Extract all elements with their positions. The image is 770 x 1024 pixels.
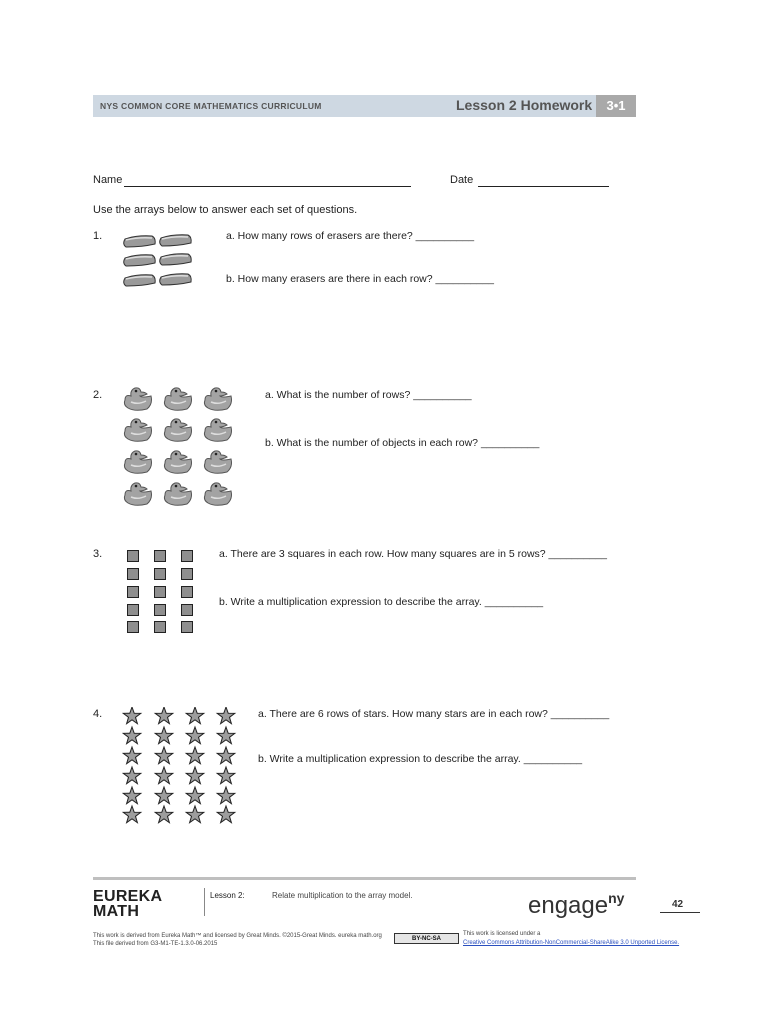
star-icon <box>217 707 235 724</box>
square-shape <box>154 621 166 633</box>
star-icon <box>155 727 173 744</box>
star-icon <box>155 707 173 724</box>
square-shape <box>154 568 166 580</box>
star-icon <box>186 707 204 724</box>
duck-icon <box>204 388 231 410</box>
curriculum-label: NYS COMMON CORE MATHEMATICS CURRICULUM <box>100 101 322 111</box>
license-link[interactable]: Creative Commons Attribution-NonCommercial-ShareAlike 3.0 Unported License. <box>463 940 680 946</box>
date-label: Date <box>450 174 474 186</box>
eraser-icon <box>160 254 191 265</box>
derived-notice: This work is derived from Eureka Math™ and licensed by Great Minds. ©2015-Great Minds. eureka math.org <box>93 933 382 939</box>
square-shape <box>127 586 139 598</box>
problem-number: 3. <box>93 548 103 560</box>
duck-array <box>120 384 240 508</box>
grade-badge: 3•1 <box>596 95 636 117</box>
square-shape <box>181 550 193 562</box>
square-shape <box>181 586 193 598</box>
lesson-title: Lesson 2 Homework <box>456 97 593 113</box>
eraser-icon <box>160 235 191 246</box>
question-3b: b. Write a multiplication expression to describe the array. __________ <box>219 596 544 608</box>
star-icon <box>217 727 235 744</box>
square-shape <box>154 586 166 598</box>
square-shape <box>154 550 166 562</box>
square-shape <box>154 604 166 616</box>
date-field[interactable] <box>478 174 609 187</box>
duck-icon <box>204 451 231 473</box>
square-shape <box>181 568 193 580</box>
square-shape <box>181 604 193 616</box>
star-icon <box>186 747 204 764</box>
star-icon <box>217 747 235 764</box>
question-2a: a. What is the number of rows? __________ <box>265 389 472 401</box>
star-icon <box>123 767 141 784</box>
star-icon <box>186 787 204 804</box>
duck-icon <box>164 419 191 441</box>
star-icon <box>155 787 173 804</box>
file-notice: This file derived from G3-M1-TE-1.3.0-06.2015 <box>93 941 218 947</box>
square-shape <box>127 550 139 562</box>
cc-license-badge: BY-NC-SA <box>394 933 459 944</box>
duck-icon <box>124 419 151 441</box>
instructions: Use the arrays below to answer each set of questions. <box>93 204 358 216</box>
star-icon <box>123 747 141 764</box>
star-icon <box>123 707 141 724</box>
star-array <box>122 707 238 825</box>
duck-icon <box>124 388 151 410</box>
footer-lesson-label: Lesson 2: <box>210 891 245 900</box>
square-shape <box>127 621 139 633</box>
problem-number: 1. <box>93 230 103 242</box>
star-icon <box>123 787 141 804</box>
name-field[interactable] <box>124 174 411 187</box>
question-3a: a. There are 3 squares in each row. How many squares are in 5 rows? __________ <box>219 548 607 560</box>
question-1b: b. How many erasers are there in each row? __________ <box>226 273 494 285</box>
star-icon <box>123 806 141 823</box>
page-number: 42 <box>672 899 684 910</box>
eraser-icon <box>160 274 191 285</box>
square-shape <box>181 621 193 633</box>
page-number-rule <box>660 912 700 913</box>
problem-number: 4. <box>93 708 103 720</box>
square-shape <box>127 604 139 616</box>
duck-icon <box>164 388 191 410</box>
eraser-icon <box>124 275 155 286</box>
duck-icon <box>124 451 151 473</box>
eureka-math-logo: EUREKA MATH <box>93 888 163 920</box>
eraser-array <box>120 232 195 296</box>
star-icon <box>123 727 141 744</box>
eraser-icon <box>124 255 155 266</box>
star-icon <box>186 767 204 784</box>
star-icon <box>186 806 204 823</box>
footer-separator <box>204 888 205 916</box>
question-2b: b. What is the number of objects in each row? __________ <box>265 437 540 449</box>
engageny-logo: engage$^{ny}$ <box>528 890 625 919</box>
duck-icon <box>204 483 231 505</box>
footer-lesson-desc: Relate multiplication to the array model. <box>272 891 413 900</box>
star-icon <box>155 767 173 784</box>
star-icon <box>217 787 235 804</box>
footer-divider <box>93 877 636 880</box>
star-icon <box>217 767 235 784</box>
question-4a: a. There are 6 rows of stars. How many stars are in each row? __________ <box>258 708 610 720</box>
license-text: This work is licensed under a <box>463 931 541 937</box>
problem-number: 2. <box>93 389 103 401</box>
star-icon <box>217 806 235 823</box>
name-label: Name <box>93 174 123 186</box>
star-icon <box>186 727 204 744</box>
star-icon <box>155 806 173 823</box>
duck-icon <box>204 419 231 441</box>
duck-icon <box>124 483 151 505</box>
question-4b: b. Write a multiplication expression to describe the array. __________ <box>258 753 583 765</box>
duck-icon <box>164 451 191 473</box>
square-shape <box>127 568 139 580</box>
eraser-icon <box>124 236 155 247</box>
star-icon <box>155 747 173 764</box>
question-1a: a. How many rows of erasers are there? __________ <box>226 230 475 242</box>
duck-icon <box>164 483 191 505</box>
